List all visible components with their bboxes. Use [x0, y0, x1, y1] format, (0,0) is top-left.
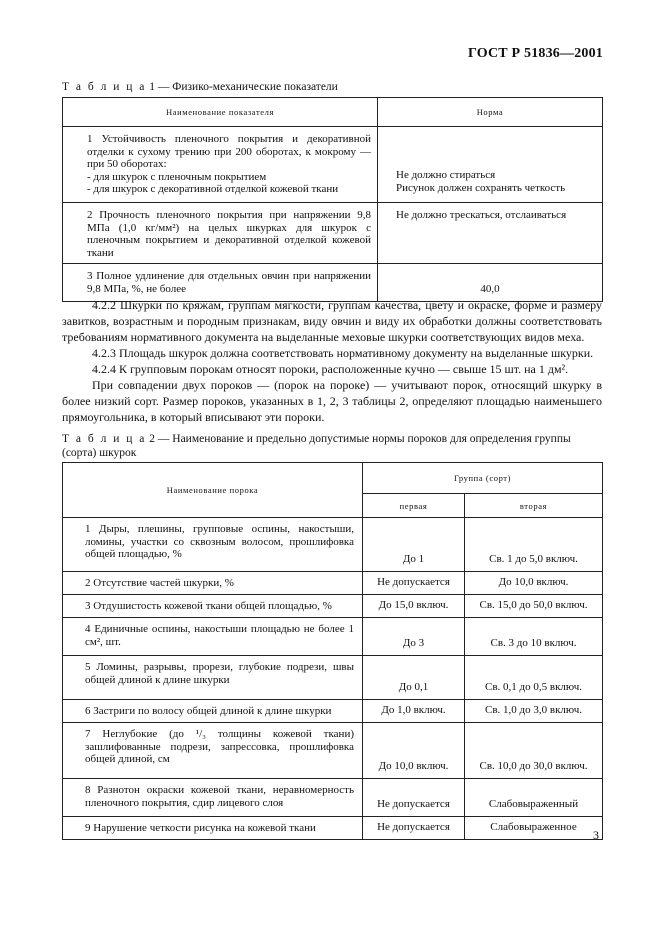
table2-col-group: Группа (сорт)	[363, 463, 603, 494]
table1-row1-main: 1 Устойчивость пленочного покрытия и декоративной отделки к сухому трению при 200 оборотах, к мокрому — при 50 оборотах:	[87, 133, 371, 170]
table2-cell-second: Св. 15,0 до 50,0 включ.	[465, 595, 603, 618]
table2-col-first: первая	[363, 494, 465, 518]
table-row	[63, 618, 603, 656]
table1-row3-norm	[378, 264, 603, 302]
table2-cell-name: 1 Дыры, плешины, групповые оспины, накостыши, ломины, участки со сквозным волосом, прошлифовка общей площадью, %	[63, 518, 363, 572]
table1-row1-name	[63, 127, 378, 203]
table2-cell-second: Слабовыраженный	[465, 779, 603, 817]
table2-cell-second: Слабовыраженное	[465, 817, 603, 840]
table2-cell-first: До 0,1	[363, 656, 465, 700]
table2-caption-label: Т а б л и ц а	[62, 433, 147, 445]
table2-col-name: Наименование порока	[63, 463, 363, 518]
table2-cell-name: 6 Застриги по волосу общей длиной к длине шкурки	[63, 700, 363, 723]
table1-caption-text: 1 — Физико-механические показатели	[146, 81, 338, 93]
table2-cell-name: 8 Разнотон окраски кожевой ткани, неравномерность пленочного покрытия, сдир лицевого слоя	[63, 779, 363, 817]
table2-cell-first: Не допускается	[363, 572, 465, 595]
document-id: ГОСТ Р 51836—2001	[467, 46, 603, 61]
table2-cell-second: Св. 3 до 10 включ.	[465, 618, 603, 656]
table2-cell-name: 3 Отдушистость кожевой ткани общей площадью, %	[63, 595, 363, 618]
table2-cell-first: До 1,0 включ.	[363, 700, 465, 723]
table-row	[63, 817, 603, 840]
table2-cell-first: До 10,0 включ.	[363, 723, 465, 779]
paragraph-coincidence: При совпадении двух пороков — (порок на пороке) — учитывают порок, относящий шкурку в более низкий сорт. Размер пороков, указанных в 1, 2, 3 таблицы 2, определяют площадью наименьшего прямоугольника, в который вписывают эти пороки.	[62, 378, 602, 424]
table2-cell-first: До 15,0 включ.	[363, 595, 465, 618]
table1-row2-name: 2 Прочность пленочного покрытия при напряжении 9,8 МПа (1,0 кг/мм²) на целых шкурках для шкурок с пленочным покрытием и декоративной отделкой кожевой ткани	[63, 203, 378, 264]
table-row	[63, 723, 603, 779]
table2-cell-first: Не допускается	[363, 779, 465, 817]
table-physico-mechanical	[62, 97, 603, 302]
body-paragraphs	[62, 297, 602, 425]
table1-caption-label: Т а б л и ц а	[62, 81, 147, 93]
table2-cell-second: Св. 1 до 5,0 включ.	[465, 518, 603, 572]
table2-cell-second: До 10,0 включ.	[465, 572, 603, 595]
table1-col-norm: Норма	[378, 98, 603, 127]
table2-cell-first: До 1	[363, 518, 465, 572]
table1-row3-name: 3 Полное удлинение для отдельных овчин при напряжении 9,8 МПа, %, не более	[63, 264, 378, 302]
table1-row2-norm: Не должно трескаться, отслаиваться	[378, 203, 603, 264]
table-row	[63, 127, 603, 203]
paragraph-4-2-4: 4.2.4 К групповым порокам относят пороки, расположенные кучно — свыше 15 шт. на 1 дм².	[92, 362, 569, 376]
table-row	[63, 595, 603, 618]
table2-cell-first: До 3	[363, 618, 465, 656]
paragraph-4-2-3: 4.2.3 Площадь шкурок должна соответствовать нормативному документу на выделанные шкурки.	[92, 346, 594, 360]
table1-header-row	[63, 98, 603, 127]
table1-row1-norm2: Рисунок должен сохранять четкость	[396, 181, 566, 194]
table1-row1-sub2: - для шкурок с декоративной отделкой кожевой ткани	[87, 183, 339, 195]
table-row	[63, 203, 603, 264]
table-row	[63, 572, 603, 595]
table2-caption-text: 2 — Наименование и предельно допустимые нормы пороков для определения группы (сорта) шкурок	[62, 433, 571, 459]
table1-row3-norm-value: 40,0	[480, 282, 500, 295]
table1-row1-norm	[378, 127, 603, 203]
table-defects	[62, 462, 603, 840]
table1-caption	[62, 80, 602, 94]
table2-cell-name: 4 Единичные оспины, накостыши площадью не более 1 см², шт.	[63, 618, 363, 656]
paragraph-4-2-2: 4.2.2 Шкурки по кряжам, группам мягкости, группам качества, цвету и окраске, форме и размеру завитков, возрастным и породным признакам, виду овчин и виду их обработки должны соответствовать требованиям нормативного документа на выделанные меховые шкурки соответствующих видов меха.	[62, 298, 602, 344]
table1-col-name: Наименование показателя	[63, 98, 378, 127]
table2-cell-first: Не допускается	[363, 817, 465, 840]
table1-row1-norm1: Не должно стираться	[396, 169, 496, 181]
table2-cell-name: 2 Отсутствие частей шкурки, %	[63, 572, 363, 595]
table2-cell-second: Св. 10,0 до 30,0 включ.	[465, 723, 603, 779]
table2-cell-name: 5 Ломины, разрывы, прорези, глубокие подрези, швы общей длиной к длине шкурки	[63, 656, 363, 700]
table-row	[63, 656, 603, 700]
table2-cell-name: 7 Неглубокие (до ¹/₃ толщины кожевой ткани) зашлифованные подрези, запрессовка, прошлифовка общей длиной, см	[63, 723, 363, 779]
table1-row1-sub1: - для шкурок с пленочным покрытием	[87, 170, 267, 183]
table2-caption	[62, 432, 602, 460]
table2-header-row	[63, 463, 603, 494]
table2-cell-name: 9 Нарушение четкости рисунка на кожевой ткани	[63, 817, 363, 840]
table2-cell-second: Св. 0,1 до 0,5 включ.	[465, 656, 603, 700]
table-row	[63, 779, 603, 817]
table2-cell-second: Св. 1,0 до 3,0 включ.	[465, 700, 603, 723]
table-row	[63, 700, 603, 723]
table-row	[63, 264, 603, 302]
table-row	[63, 518, 603, 572]
page-number: 3	[593, 828, 599, 842]
table2-col-second: вторая	[465, 494, 603, 518]
